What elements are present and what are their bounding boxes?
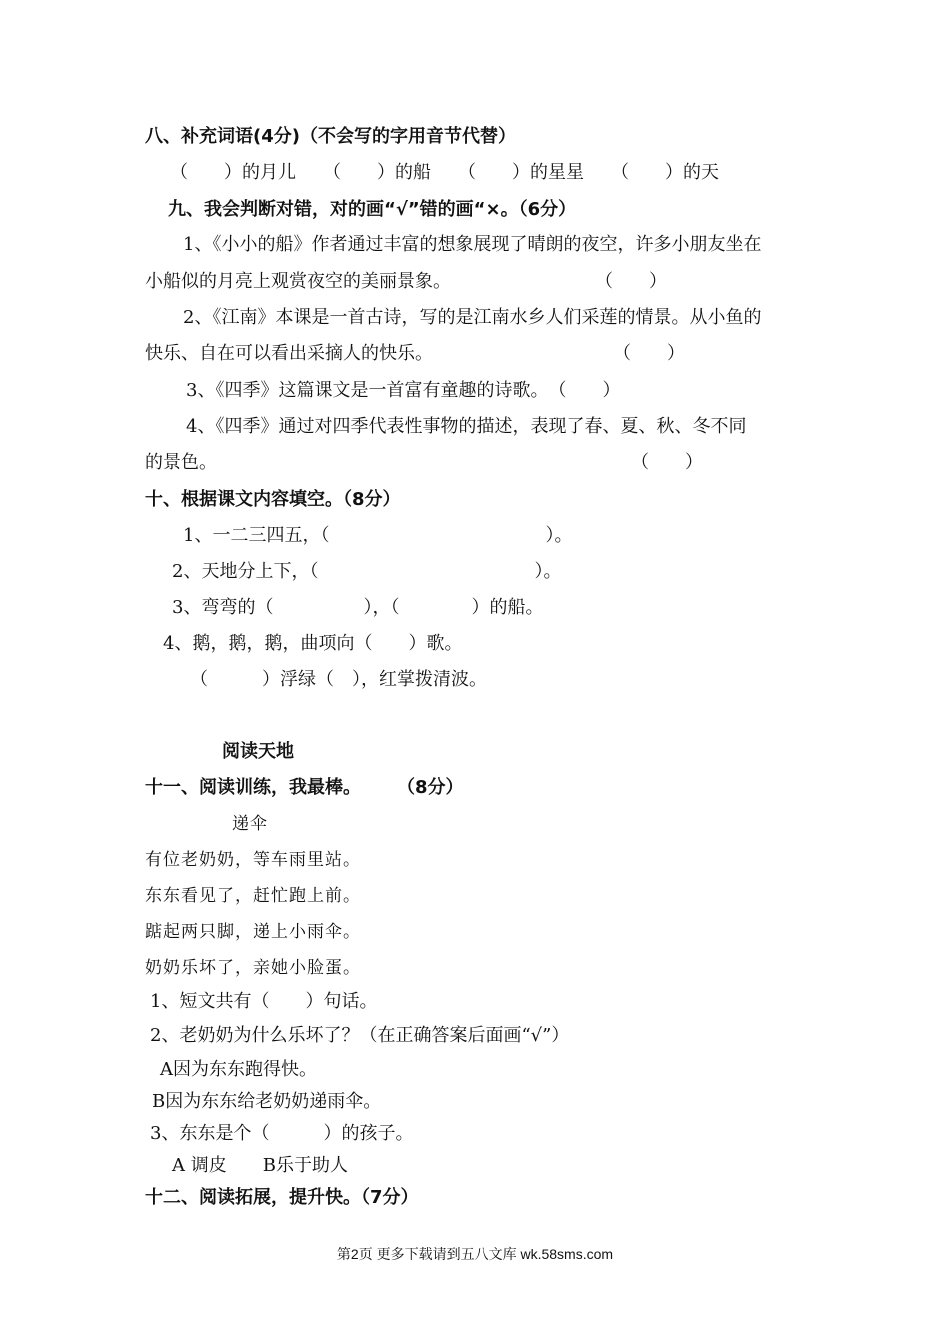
section-9-q2-line1: 2、《江南》本课是一首古诗，写的是江南水乡人们采莲的情景。从小鱼的: [183, 307, 762, 328]
reading-q2-option-b: B因为东东给老奶奶递雨伞。: [152, 1091, 382, 1112]
reading-q3-options: A 调皮 B乐于助人: [172, 1155, 348, 1176]
page-footer: 第2页 更多下载请到五八文库 wk.58sms.com: [336, 1246, 614, 1262]
reading-title: 阅读天地: [222, 741, 294, 762]
section-10-q5: （ ）浮绿（ ），红掌拨清波。: [190, 669, 487, 690]
section-10-q1: 1、一二三四五，（ ）。: [183, 525, 573, 546]
section-11-heading: 十一、阅读训练，我最棒。 （8分）: [145, 777, 464, 798]
poem-title: 递伞: [232, 814, 268, 834]
poem-line-2: 东东看见了，赶忙跑上前。: [145, 886, 361, 906]
reading-q3: 3、东东是个（ ）的孩子。: [150, 1123, 414, 1144]
poem-line-3: 踮起两只脚，递上小雨伞。: [145, 922, 361, 942]
section-9-q3: 3、《四季》这篇课文是一首富有童趣的诗歌。 （ ）: [186, 380, 621, 401]
poem-line-1: 有位老奶奶，等车雨里站。: [145, 850, 361, 870]
section-9-q4-line1: 4、《四季》通过对四季代表性事物的描述，表现了春、夏、秋、冬不同: [186, 416, 747, 437]
section-10-heading: 十、根据课文内容填空。（8分）: [145, 489, 401, 510]
section-8-blanks: （ ）的月儿 （ ）的船 （ ）的星星 （ ）的天: [170, 162, 719, 183]
reading-q2: 2、老奶奶为什么乐坏了？（在正确答案后面画“√”）: [150, 1025, 570, 1046]
section-9-q1-line2: 小船似的月亮上观赏夜空的美丽景象。 （ ）: [145, 271, 667, 292]
poem-line-4: 奶奶乐坏了，亲她小脸蛋。: [145, 958, 361, 978]
reading-q1: 1、短文共有（ ）句话。: [150, 991, 378, 1012]
section-10-q2: 2、天地分上下，（ ）。: [172, 561, 562, 582]
section-8-heading: 八、补充词语(4分)（不会写的字用音节代替）: [145, 126, 516, 147]
reading-q2-option-a: A因为东东跑得快。: [160, 1059, 317, 1080]
section-10-q4: 4、鹅，鹅，鹅，曲项向（ ）歌。: [163, 633, 463, 654]
section-9-q4-line2: 的景色。 （ ）: [145, 452, 703, 473]
section-10-q3: 3、弯弯的（ ），（ ）的船。: [172, 597, 544, 618]
section-9-q2-line2: 快乐、自在可以看出采摘人的快乐。 （ ）: [145, 343, 685, 364]
section-9-q1-line1: 1、《小小的船》作者通过丰富的想象展现了晴朗的夜空，许多小朋友坐在: [183, 234, 762, 255]
section-9-heading: 九、我会判断对错，对的画“√”错的画“×。（6分）: [168, 199, 577, 220]
section-12-heading: 十二、阅读拓展，提升快。（7分）: [145, 1187, 419, 1208]
